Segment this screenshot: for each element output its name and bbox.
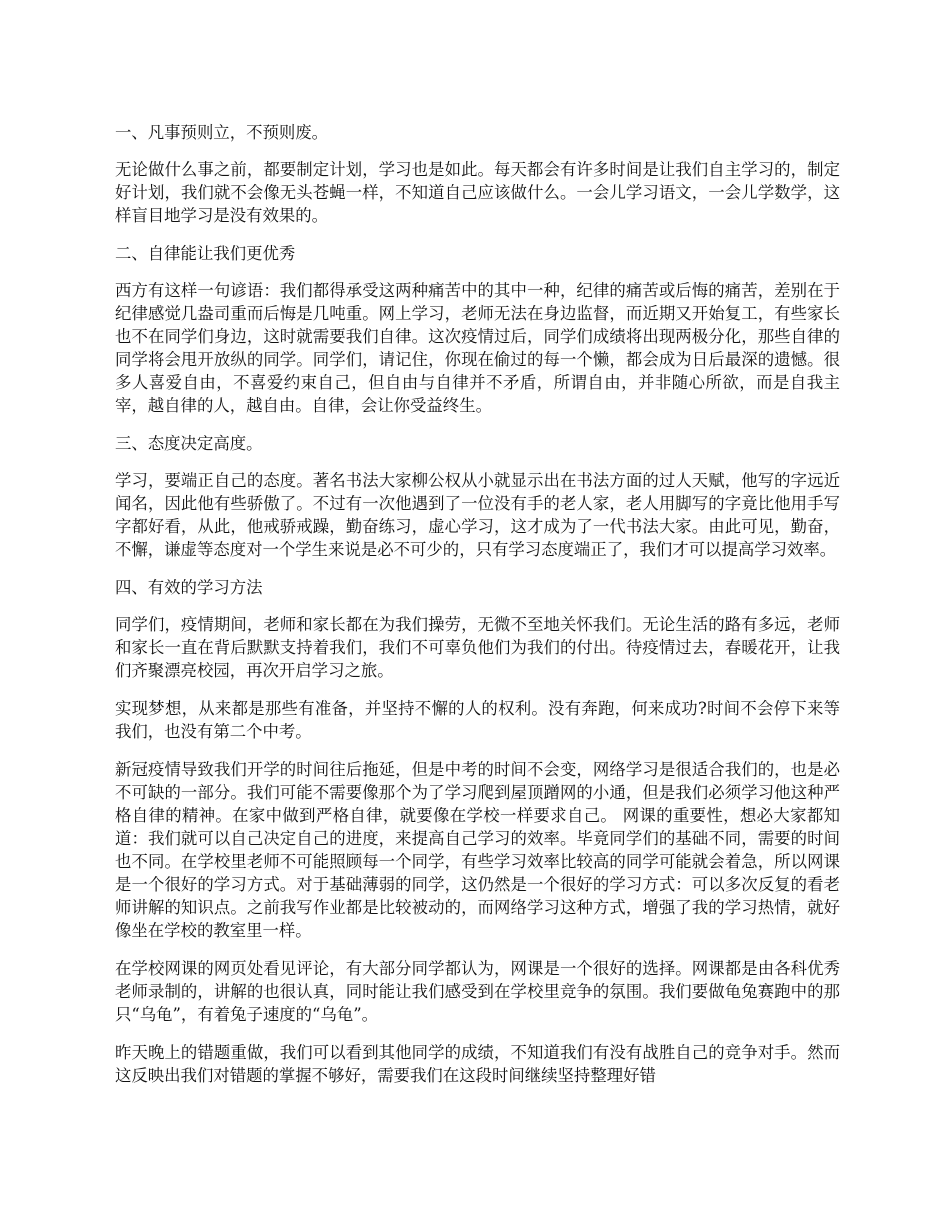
section-heading-1: 一、凡事预则立，不预则废。 (115, 123, 329, 142)
paragraph-teachers-parents: 同学们，疫情期间，老师和家长都在为我们操劳，无微不至地关怀我们。无论生活的路有多远，老师和家长一直在背后默默支持着我们，我们不可辜负他们为我们的付出。待疫情过去，春暖花开，让我们齐聚漂亮校园，再次开启学习之旅。 (115, 615, 840, 680)
section-heading-4: 四、有效的学习方法 (115, 578, 263, 597)
section-heading-2: 二、自律能让我们更优秀 (115, 244, 296, 263)
document-body (115, 121, 840, 1102)
paragraph-dreams: 实现梦想，从来都是那些有准备，并坚持不懈的人的权利。没有奔跑，何来成功?时间不会停下来等我们，也没有第二个中考。 (115, 699, 840, 741)
section-heading-3: 三、态度决定高度。 (115, 434, 263, 453)
paragraph-attitude: 学习，要端正自己的态度。著名书法大家柳公权从小就显示出在书法方面的过人天赋，他写的字远近闻名，因此他有些骄傲了。不过有一次他遇到了一位没有手的老人家，老人用脚写的字竟比他用手写字都好看，从此，他戒骄戒躁，勤奋练习，虚心学习，这才成为了一代书法大家。由此可见，勤奋，不懈，谦虚等态度对一个学生来说是必不可少的，只有学习态度端正了，我们才可以提高学习效率。 (115, 471, 840, 559)
paragraph-comments: 在学校网课的网页处看见评论，有大部分同学都认为，网课是一个很好的选择。网课都是由各科优秀老师录制的，讲解的也很认真，同时能让我们感受到在学校里竞争的氛围。我们要做龟兔赛跑中的那只“乌龟”，有着兔子速度的“乌龟”。 (115, 959, 840, 1024)
paragraph-error-review: 昨天晚上的错题重做，我们可以看到其他同学的成绩，不知道我们有没有战胜自己的竞争对手。然而这反映出我们对错题的掌握不够好，需要我们在这段时间继续坚持整理好错 (115, 1043, 840, 1085)
paragraph-online-learning: 新冠疫情导致我们开学的时间往后拖延，但是中考的时间不会变，网络学习是很适合我们的，也是必不可缺的一部分。我们可能不需要像那个为了学习爬到屋顶蹭网的小通，但是我们必须学习他这种严格自律的精神。在家中做到严格自律，就要像在学校一样要求自己。 网课的重要性，想必大家都知道：我们就可以自己决定自己的进度，来提高自己学习的效率。毕竟同学们的基础不同，需要的时间也不同。在学校里老师不可能照顾每一个同学，有些学习效率比较高的同学可能就会着急，所以网课是一个很好的学习方式。对于基础薄弱的同学，这仍然是一个很好的学习方式：可以多次反复的看老师讲解的知识点。之前我写作业都是比较被动的，而网络学习这种方式，增强了我的学习热情，就好像坐在学校的教室里一样。 (115, 760, 840, 940)
paragraph-plan: 无论做什么事之前，都要制定计划，学习也是如此。每天都会有许多时间是让我们自主学习的，制定好计划，我们就不会像无头苍蝇一样，不知道自己应该做什么。一会儿学习语文，一会儿学数学，这样盲目地学习是没有效果的。 (115, 160, 840, 225)
paragraph-self-discipline: 西方有这样一句谚语：我们都得承受这两种痛苦中的其中一种，纪律的痛苦或后悔的痛苦，差别在于纪律感觉几盎司重而后悔是几吨重。网上学习，老师无法在身边监督，而近期又开始复工，有些家长也不在同学们身边，这时就需要我们自律。这次疫情过后，同学们成绩将出现两极分化，那些自律的同学将会甩开放纵的同学。同学们，请记住，你现在偷过的每一个懒，都会成为日后最深的遗憾。很多人喜爱自由，不喜爱约束自己，但自由与自律并不矛盾，所谓自由，并非随心所欲，而是自我主宰，越自律的人，越自由。自律，会让你受益终生。 (115, 281, 840, 415)
